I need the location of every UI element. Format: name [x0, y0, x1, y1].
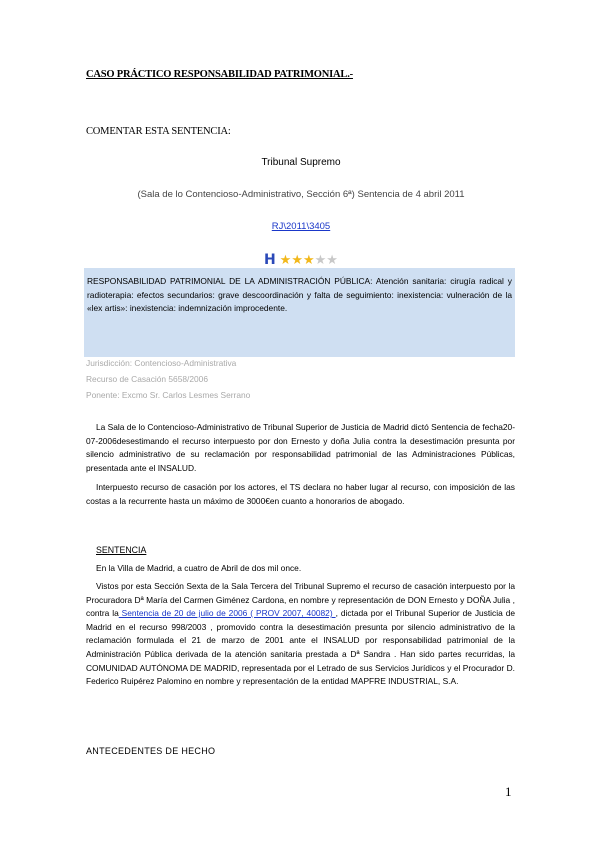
page-number: 1 — [505, 784, 512, 799]
chamber-line: (Sala de lo Contencioso-Administrativo, Sección 6ª) Sentencia de 4 abril 2011 — [137, 189, 465, 200]
reference-link[interactable]: RJ\2011\3405 — [271, 221, 331, 232]
paragraph-3-text-b: , dictada por el Tribunal Superior de Justicia de Madrid en el recurso 998/2003 , promovido contra la desestimación presunta por silencio administrativo de la reclamación formulada el 21 de marzo de 2001 ante el INSALUD por responsabilidad patrimonial de la Administración Pública derivada de la atención sanitaria prestada a Dª Sandra . Han sido partes recurridas, la COMUNIDAD AUTÓNOMA DE MADRID, representada por el Letrado de sus Servicios Jurídicos y el Procurador D. Federico Ruipérez Palomino en nombre y representación de la entidad MAPFRE INDUSTRIAL, S.A. — [86, 608, 516, 687]
star-filled-icon: ★ — [302, 252, 315, 267]
paragraph-3-text-a: Vistos por esta Sección Sexta de la Sala Tercera del Tribunal Supremo el recurso de casación interpuesto por la Procuradora Dª María del Carmen Giménez Cardona, en nombre y representación de DON Ernesto y DOÑA Julia , contra la — [86, 581, 515, 619]
star-filled-icon: ★ — [291, 252, 303, 267]
paragraph-2: Interpuesto recurso de casación por los actores, el TS declara no haber lugar al recurso, con imposición de las costas a la recurrente hasta un máximo de 3000€en cuanto a honorarios de abogado. — [86, 482, 515, 506]
summary-box: RESPONSABILIDAD PATRIMONIAL DE LA ADMINISTRACIÓN PÚBLICA: Atención sanitaria: cirugía radical y radioterapia: efectos secundarios: grave descoordinación y falta de seguimiento: inexistencia: vulneración de la «lex artis»: inexistencia: indemnización improcedente. — [84, 268, 515, 357]
antecedentes-heading: ANTECEDENTES DE HECHO — [86, 746, 216, 756]
rating — [86, 251, 516, 268]
comment-heading: COMENTAR ESTA SENTENCIA: — [86, 126, 231, 137]
document-title: CASO PRÁCTICO RESPONSABILIDAD PATRIMONIAL.- — [86, 69, 353, 80]
judgment-link[interactable]: Sentencia de 20 de julio de 2006 ( PROV 2007, 40082) — [118, 608, 336, 619]
jurisdiction: Jurisdicción: Contencioso-Administrativa — [86, 358, 237, 368]
court-name: Tribunal Supremo — [261, 157, 341, 168]
sentencia-heading: SENTENCIA — [96, 545, 147, 555]
appeal-number: Recurso de Casación 5658/2006 — [86, 374, 208, 384]
star-empty-icon: ★ — [314, 252, 327, 267]
star-filled-icon: ★ — [279, 252, 292, 267]
paragraph-3 — [86, 580, 515, 689]
star-empty-icon: ★ — [326, 252, 338, 267]
ponente: Ponente: Excmo Sr. Carlos Lesmes Serrano — [86, 390, 251, 400]
rating-h-icon: H — [264, 252, 276, 268]
reference-line — [86, 221, 516, 232]
rating-stars — [280, 251, 338, 267]
paragraph-1: La Sala de lo Contencioso-Administrativo de Tribunal Superior de Justicia de Madrid dictó Sentencia de fecha20-07-2006desestimando el recurso interpuesto por don Ernesto y doña Julia contra la desestimación presunta por silencio administrativo de su reclamación por responsabilidad patrimonial de las Administraciones Públicas, presentada ante el INSALUD. — [86, 422, 515, 473]
place-date: En la Villa de Madrid, a cuatro de Abril de dos mil once. — [96, 563, 302, 573]
